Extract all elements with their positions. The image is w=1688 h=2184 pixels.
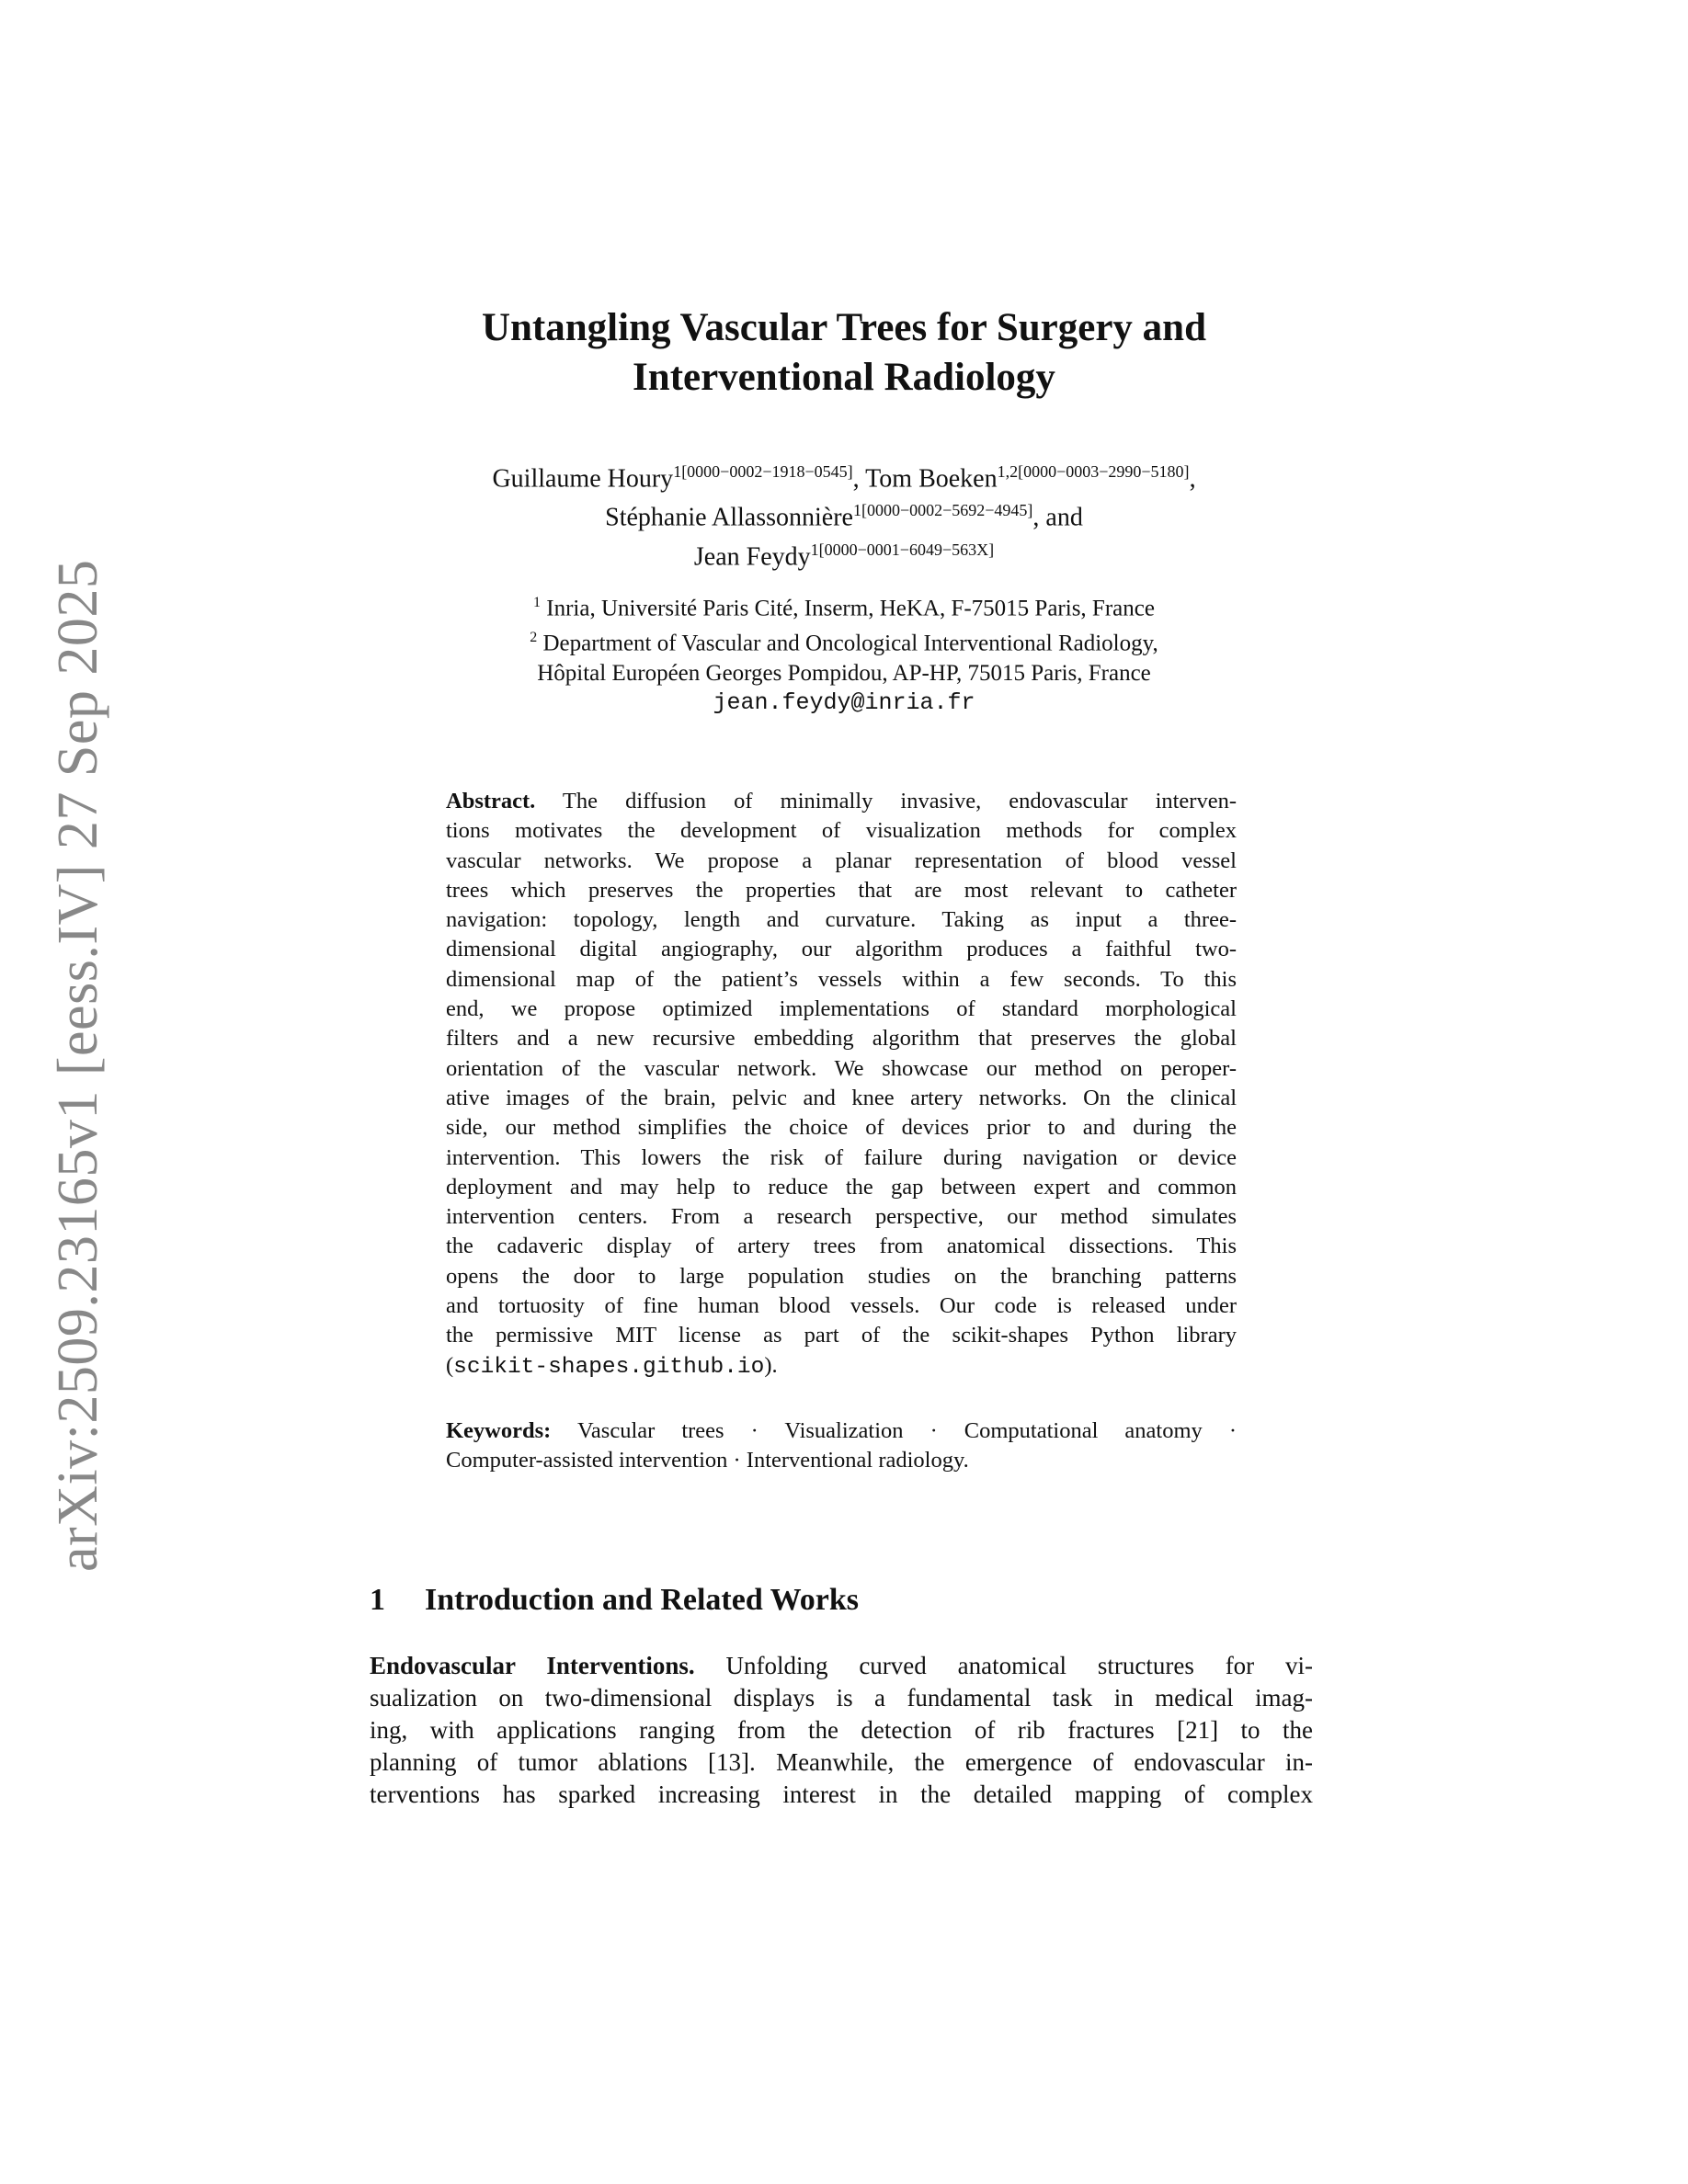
affiliations xyxy=(0,588,1688,718)
affiliation-text: Department of Vascular and Oncological Interventional Radiology, xyxy=(542,631,1158,656)
affiliation-number: 2 xyxy=(530,630,538,646)
author-name: Guillaume Houry xyxy=(492,464,674,494)
author-orcid: 1[0000−0002−5692−4945] xyxy=(852,501,1033,520)
paper-title xyxy=(0,303,1688,403)
abstract-line: navigation: topology, length and curvature. Taking as input a three- xyxy=(446,907,1237,933)
body-line: Endovascular Interventions. Unfolding curved anatomical structures for vi- xyxy=(370,1652,1314,1679)
keywords-line: Keywords: Vascular trees · Visualization · Computational anatomy · xyxy=(446,1418,1237,1443)
abstract-line: dimensional digital angiography, our algorithm produces a faithful two- xyxy=(446,937,1237,962)
abstract-line: Abstract. The diffusion of minimally invasive, endovascular interven- xyxy=(446,789,1237,813)
section-number: 1 xyxy=(370,1583,385,1617)
keywords-line: Computer-assisted intervention · Interventional radiology. xyxy=(446,1448,969,1473)
body-paragraph xyxy=(370,1650,1313,1811)
section-title: Introduction and Related Works xyxy=(425,1583,859,1617)
affiliation-text: Hôpital Européen Georges Pompidou, AP-HP, 75015 Paris, France xyxy=(537,660,1151,686)
abstract-line: filters and a new recursive embedding algorithm that preserves the global xyxy=(446,1026,1237,1052)
library-link[interactable]: scikit-shapes.github.io xyxy=(453,1354,765,1380)
abstract-line: and tortuosity of fine human blood vessels. Our code is released under xyxy=(446,1293,1237,1319)
abstract-label: Abstract. xyxy=(446,789,536,813)
abstract-line: ative images of the brain, pelvic and knee artery networks. On the clinical xyxy=(446,1085,1237,1110)
title-line: Interventional Radiology xyxy=(633,356,1055,399)
author-separator: , xyxy=(1189,464,1196,494)
section-heading xyxy=(370,1583,859,1618)
body-line: ing, with applications ranging from the detection of rib fractures [21] to the xyxy=(370,1716,1313,1744)
author-orcid: 1,2[0000−0003−2990−5180] xyxy=(997,462,1190,481)
abstract-line: the permissive MIT license as part of the scikit-shapes Python library xyxy=(446,1323,1237,1348)
abstract-line: (scikit-shapes.github.io). xyxy=(446,1352,778,1380)
affiliation xyxy=(0,659,1688,688)
abstract-line: intervention centers. From a research perspective, our method simulates xyxy=(446,1204,1237,1230)
contact-email[interactable]: jean.feydy@inria.fr xyxy=(713,688,975,716)
arxiv-identifier-stamp: arXiv:2509.23165v1 [eess.IV] 27 Sep 2025 xyxy=(47,559,109,1572)
keywords-label: Keywords: xyxy=(446,1418,552,1443)
body-line: terventions has sparked increasing interest in the detailed mapping of complex xyxy=(370,1780,1313,1808)
abstract-line: vascular networks. We propose a planar representation of blood vessel xyxy=(446,847,1237,873)
abstract-line: the cadaveric display of artery trees from anatomical dissections. This xyxy=(446,1234,1237,1259)
affiliation xyxy=(0,623,1688,658)
abstract-line: orientation of the vascular network. We showcase our method on peroper- xyxy=(446,1055,1237,1081)
author-list xyxy=(0,456,1688,573)
title-line: Untangling Vascular Trees for Surgery and xyxy=(481,306,1207,349)
author-name: Jean Feydy xyxy=(693,541,811,571)
abstract-line: dimensional map of the patient’s vessels within a few seconds. To this xyxy=(446,966,1237,992)
affiliation xyxy=(0,588,1688,623)
abstract-line: opens the door to large population studies on the branching patterns xyxy=(446,1263,1237,1289)
author-separator: , and xyxy=(1032,503,1083,532)
affiliation-number: 1 xyxy=(533,595,542,610)
abstract-line: deployment and may help to reduce the gap between expert and common xyxy=(446,1174,1237,1200)
abstract-line: side, our method simplifies the choice of devices prior to and during the xyxy=(446,1115,1237,1141)
body-line: planning of tumor ablations [13]. Meanwhile, the emergence of endovascular in- xyxy=(370,1748,1313,1776)
paragraph-label: Endovascular Interventions. xyxy=(370,1652,695,1679)
abstract-line: trees which preserves the properties that are most relevant to catheter xyxy=(446,877,1237,903)
abstract-line: intervention. This lowers the risk of failure during navigation or device xyxy=(446,1144,1237,1170)
author-name: Tom Boeken xyxy=(865,464,998,494)
author-name: Stéphanie Allassonnière xyxy=(605,503,853,532)
affiliation-text: Inria, Université Paris Cité, Inserm, HeKA, F-75015 Paris, France xyxy=(546,596,1155,621)
abstract xyxy=(446,787,1237,1381)
author-separator: , xyxy=(852,464,866,494)
author-orcid: 1[0000−0002−1918−0545] xyxy=(673,462,853,481)
body-line: sualization on two-dimensional displays is a fundamental task in medical imag- xyxy=(370,1684,1313,1712)
abstract-line: end, we propose optimized implementations of standard morphological xyxy=(446,996,1237,1022)
keywords xyxy=(446,1416,1237,1476)
abstract-line: tions motivates the development of visualization methods for complex xyxy=(446,818,1237,844)
author-orcid: 1[0000−0001−6049−563X] xyxy=(810,540,995,559)
